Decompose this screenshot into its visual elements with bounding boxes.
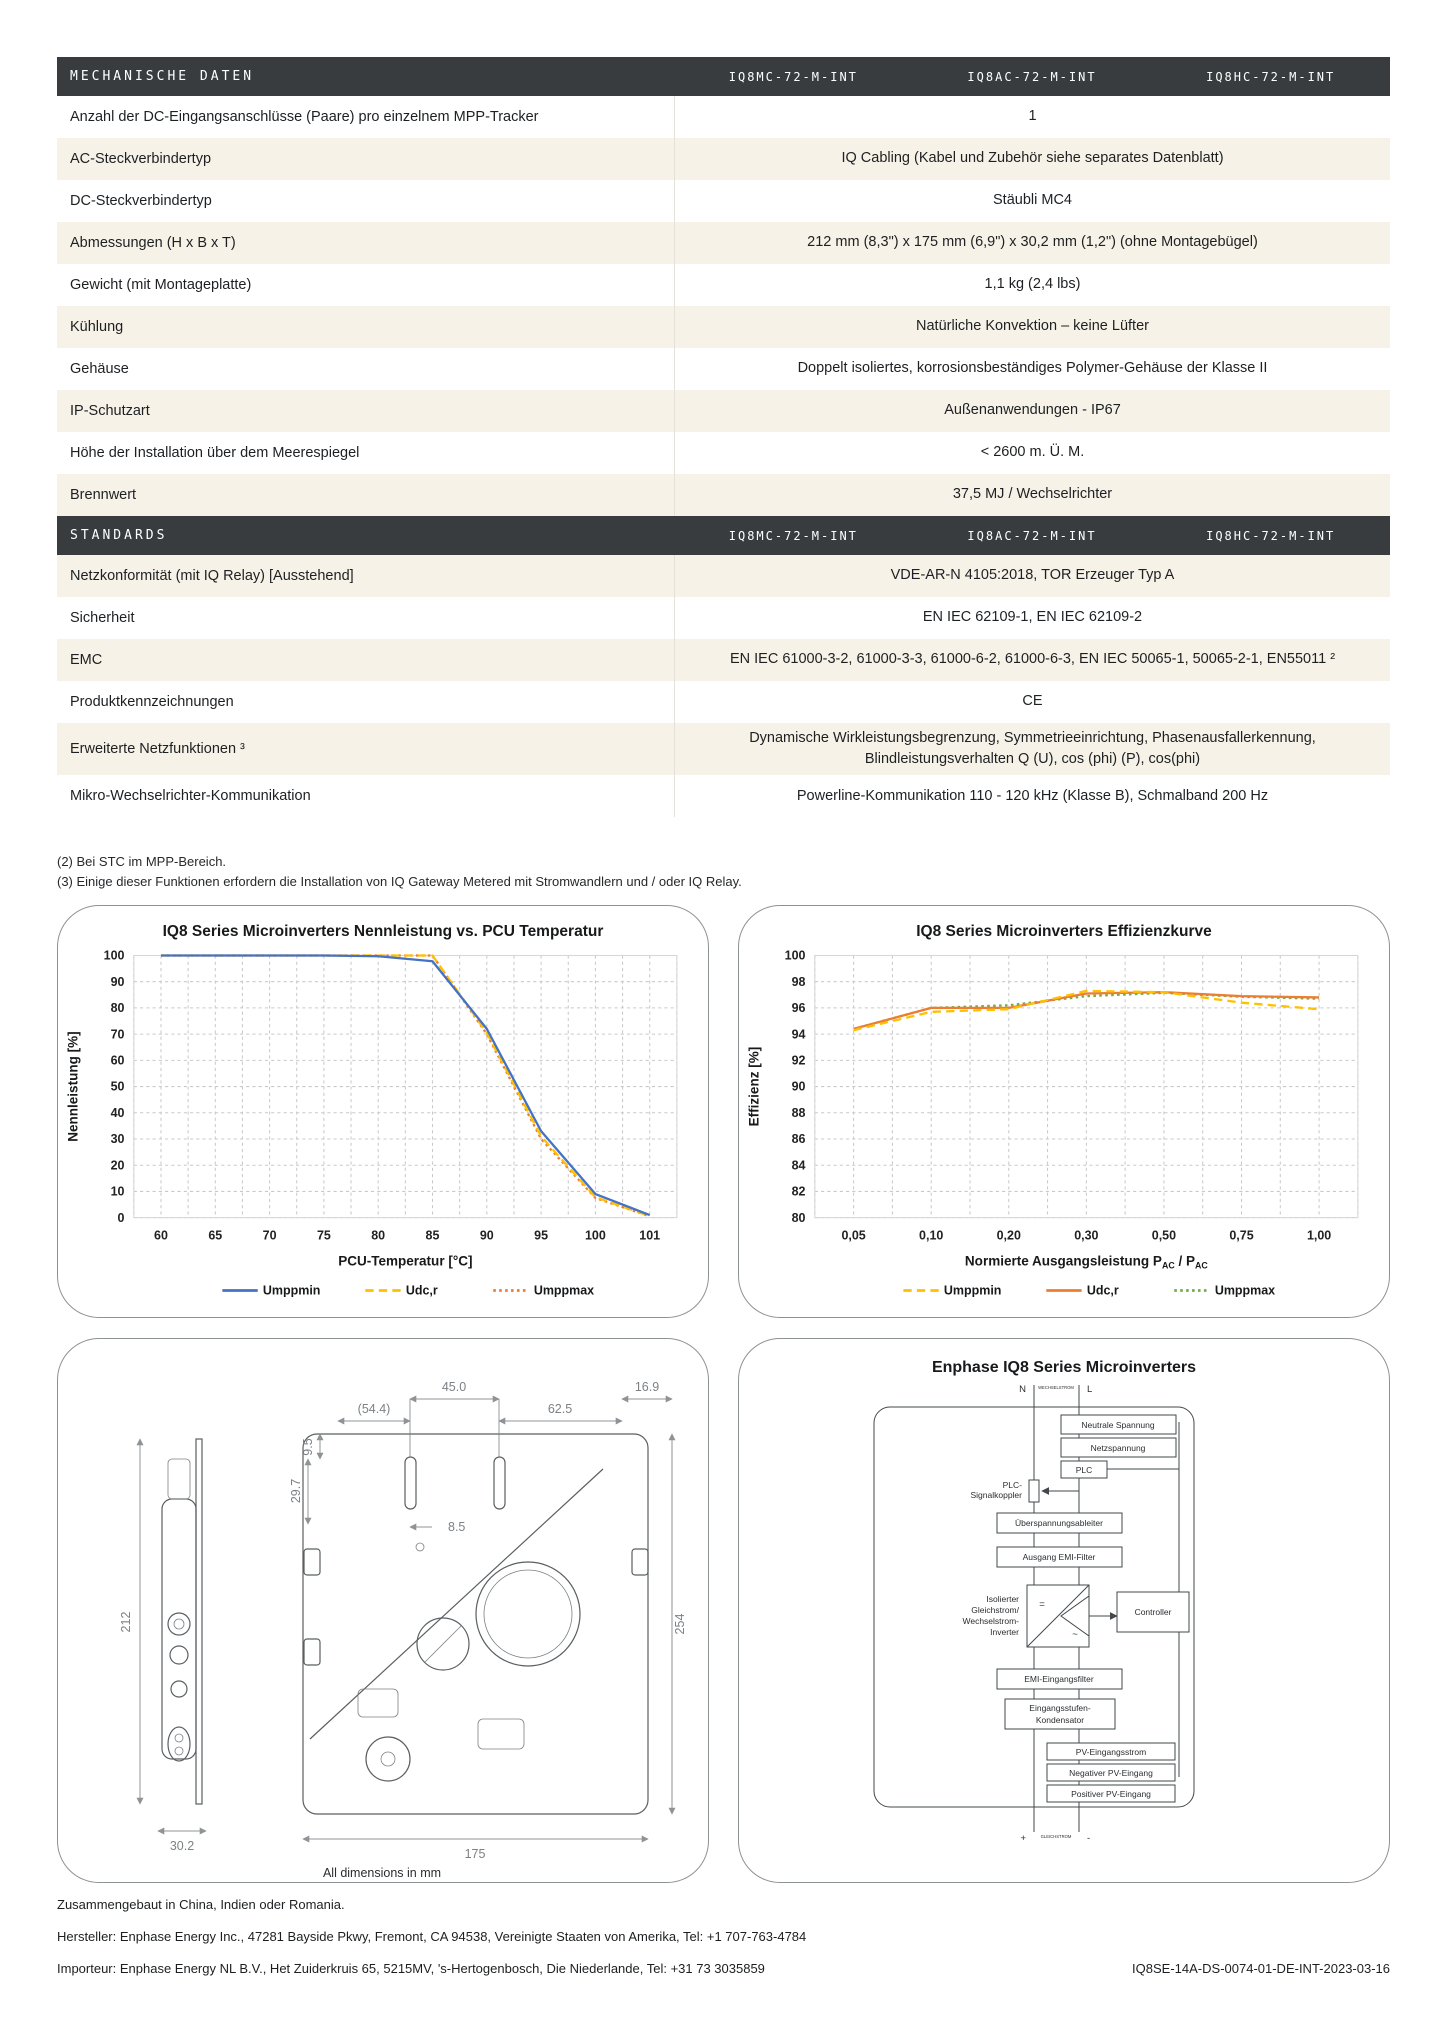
svg-text:98: 98 xyxy=(791,974,805,989)
column-header: IQ8AC-72-M-INT xyxy=(967,528,1097,543)
plc-box: PLC xyxy=(1075,1465,1093,1475)
table-row xyxy=(57,639,1390,681)
dc-minus-label: - xyxy=(1087,1833,1091,1844)
svg-text:0,50: 0,50 xyxy=(1151,1228,1176,1243)
input-emi-filter-box: EMI-Eingangsfilter xyxy=(1024,1674,1094,1684)
side-view xyxy=(162,1439,202,1804)
row-label: Gewicht (mit Montageplatte) xyxy=(70,277,252,293)
footnotes xyxy=(57,852,742,892)
dim-30-2: 30.2 xyxy=(169,1839,195,1853)
table-header xyxy=(57,57,1390,96)
row-value: 212 mm (8,3") x 175 mm (6,9") x 30,2 mm (1,2") (ohne Montagebügel) xyxy=(674,222,1390,264)
chart-title: IQ8 Series Microinverters Effizienzkurve xyxy=(916,923,1212,940)
component-boxes xyxy=(962,1415,1189,1802)
svg-text:1,00: 1,00 xyxy=(1306,1228,1331,1243)
table-row xyxy=(57,432,1390,474)
svg-text:30: 30 xyxy=(110,1132,124,1147)
grid-voltage-box: Netzspannung xyxy=(1090,1443,1146,1453)
table-title: STANDARDS xyxy=(70,528,168,543)
surge-arrester-box: Überspannungsableiter xyxy=(1015,1518,1103,1528)
block-diagram xyxy=(739,1377,1387,1847)
legend xyxy=(903,1284,1275,1298)
inverter-ac-glyph: ~ xyxy=(1072,1629,1078,1640)
x-axis-label: Normierte Ausgangsleistung $P_{AC} / P_{AC}$ xyxy=(964,1253,1208,1271)
dim-9-5: 9.5 xyxy=(301,1438,315,1456)
svg-text:88: 88 xyxy=(791,1105,805,1120)
dim-175: 175 xyxy=(464,1847,486,1861)
y-axis-label: Nennleistung [%] xyxy=(65,1031,81,1142)
table-row xyxy=(57,348,1390,390)
row-label: Produktkennzeichnungen xyxy=(70,694,234,710)
chart-panel-nennleistung xyxy=(57,905,709,1318)
plot-area xyxy=(133,955,676,1217)
row-label: Brennwert xyxy=(70,487,137,503)
table-row xyxy=(57,264,1390,306)
svg-text:0,05: 0,05 xyxy=(840,1228,866,1243)
input-cap-label-1: Eingangsstufen- xyxy=(1029,1703,1091,1713)
table-row xyxy=(57,138,1390,180)
svg-text:80: 80 xyxy=(370,1228,385,1243)
row-label: Erweiterte Netzfunktionen ³ xyxy=(70,741,245,758)
dim-54-4: (54.4) xyxy=(357,1402,391,1416)
svg-text:60: 60 xyxy=(153,1228,168,1243)
figures-row xyxy=(57,1338,1390,1883)
svg-text:92: 92 xyxy=(791,1053,805,1068)
row-label: AC-Steckverbindertyp xyxy=(70,151,212,167)
row-label: EMC xyxy=(70,652,103,668)
ac-neutral-label: N xyxy=(1019,1384,1026,1395)
ac-label: WECHSELSTROM xyxy=(1038,1385,1074,1390)
input-cap-label-2: Kondensator xyxy=(1035,1715,1085,1725)
svg-text:94: 94 xyxy=(791,1027,805,1042)
legend xyxy=(222,1284,594,1298)
effizienz-chart xyxy=(742,943,1387,1305)
svg-text:Udc,r: Udc,r xyxy=(1086,1283,1119,1298)
ac-line-label: L xyxy=(1087,1384,1093,1395)
plc-coupler-label-2: Signalkoppler xyxy=(970,1490,1022,1500)
svg-text:90: 90 xyxy=(110,974,124,989)
svg-text:0,10: 0,10 xyxy=(918,1228,943,1243)
svg-text:Umppmin: Umppmin xyxy=(262,1283,320,1298)
dim-45: 45.0 xyxy=(441,1380,467,1394)
row-label: Mikro-Wechselrichter-Kommunikation xyxy=(70,788,311,805)
svg-text:80: 80 xyxy=(791,1210,805,1225)
svg-text:85: 85 xyxy=(425,1228,439,1243)
assembled-note: Zusammengebaut in China, Indien oder Romania. xyxy=(57,1897,345,1912)
row-label: Höhe der Installation über dem Meerespiegel xyxy=(70,445,360,461)
importer-note: Importeur: Enphase Energy NL B.V., Het Zuiderkruis 65, 5215MV, 's-Hertogenbosch, Die Niederlande, Tel: +31 73 3035859 xyxy=(57,1961,765,1976)
svg-text:84: 84 xyxy=(791,1158,805,1173)
svg-text:80: 80 xyxy=(110,1001,124,1016)
table-row xyxy=(57,723,1390,775)
svg-text:70: 70 xyxy=(262,1228,277,1243)
table-row xyxy=(57,180,1390,222)
chart-title: IQ8 Series Microinverters Nennleistung vs. PCU Temperatur xyxy=(162,923,604,940)
svg-text:40: 40 xyxy=(110,1105,124,1120)
footnote-3: (3) Einige dieser Funktionen erfordern die Installation von IQ Gateway Metered mit Stromwandlern und / oder IQ Relay. xyxy=(57,874,742,889)
column-header: IQ8MC-72-M-INT xyxy=(728,69,858,84)
svg-text:100: 100 xyxy=(103,948,124,963)
column-header: IQ8HC-72-M-INT xyxy=(1206,69,1336,84)
inverter-label-4: Inverter xyxy=(990,1627,1019,1637)
row-value: IQ Cabling (Kabel und Zubehör siehe separates Datenblatt) xyxy=(674,138,1390,180)
front-view xyxy=(303,1434,648,1814)
table-row xyxy=(57,222,1390,264)
dc-label: GLEICHSTROM xyxy=(1040,1834,1072,1839)
spec-tables xyxy=(57,57,1390,817)
table-row xyxy=(57,775,1390,817)
svg-text:Umppmin: Umppmin xyxy=(943,1283,1001,1298)
charts-row xyxy=(57,905,1390,1318)
row-label: Sicherheit xyxy=(70,610,135,626)
inverter-label-2: Gleichstrom/ xyxy=(971,1605,1019,1615)
chart-panel-effizienz xyxy=(738,905,1390,1318)
dim-62-5: 62.5 xyxy=(547,1402,573,1416)
svg-text:20: 20 xyxy=(110,1158,124,1173)
table-row xyxy=(57,306,1390,348)
row-value: Natürliche Konvektion – keine Lüfter xyxy=(674,306,1390,348)
row-value: Dynamische Wirkleistungsbegrenzung, Symmetrieeinrichtung, Phasenausfallerkennung, Blindleistungsverhalten Q (U), cos (phi) (P), cos(phi) xyxy=(674,723,1390,775)
y-axis-label: Effizienz [%] xyxy=(746,1046,762,1127)
row-label: IP-Schutzart xyxy=(70,403,150,419)
table-row xyxy=(57,681,1390,723)
row-value: 1 xyxy=(674,96,1390,138)
pv-positive-box: Positiver PV-Eingang xyxy=(1071,1789,1151,1799)
svg-text:50: 50 xyxy=(110,1079,124,1094)
row-label: Kühlung xyxy=(70,319,124,335)
row-value: CE xyxy=(674,681,1390,723)
pv-negative-box: Negativer PV-Eingang xyxy=(1069,1768,1153,1778)
diagram-title: Enphase IQ8 Series Microinverters xyxy=(931,1359,1197,1376)
dim-29-7: 29.7 xyxy=(289,1478,303,1504)
svg-text:60: 60 xyxy=(110,1053,124,1068)
table-columns xyxy=(674,529,1390,543)
table-columns xyxy=(674,70,1390,84)
pv-input-current-box: PV-Eingangsstrom xyxy=(1075,1747,1147,1757)
row-label: Abmessungen (H x B x T) xyxy=(70,235,236,251)
column-header: IQ8AC-72-M-INT xyxy=(967,69,1097,84)
table-title: MECHANISCHE DATEN xyxy=(70,69,255,84)
svg-text:90: 90 xyxy=(791,1079,805,1094)
axis-ticks xyxy=(103,949,660,1243)
controller-box: Controller xyxy=(1134,1607,1172,1617)
inverter-label-3: Wechselstrom- xyxy=(962,1616,1019,1626)
row-label: Netzkonformität (mit IQ Relay) [Ausstehend] xyxy=(70,568,354,584)
row-value: EN IEC 62109-1, EN IEC 62109-2 xyxy=(674,597,1390,639)
dim-16-9: 16.9 xyxy=(634,1380,660,1394)
svg-text:101: 101 xyxy=(638,1228,660,1243)
row-value: 1,1 kg (2,4 lbs) xyxy=(674,264,1390,306)
dimension-lines xyxy=(140,1399,672,1839)
row-value: VDE-AR-N 4105:2018, TOR Erzeuger Typ A xyxy=(674,555,1390,597)
neutral-voltage-box: Neutrale Spannung xyxy=(1081,1420,1155,1430)
ac-terminals xyxy=(1019,1384,1092,1395)
manufacturer-note: Hersteller: Enphase Energy Inc., 47281 Bayside Pkwy, Fremont, CA 94538, Vereinigte Staaten von Amerika, Tel: +1 707-763-4784 xyxy=(57,1929,807,1944)
svg-text:0,30: 0,30 xyxy=(1073,1228,1098,1243)
dim-8-5: 8.5 xyxy=(448,1520,466,1534)
svg-text:100: 100 xyxy=(784,948,805,963)
dimension-labels xyxy=(119,1380,687,1861)
row-label: Anzahl der DC-Eingangsanschlüsse (Paare) pro einzelnem MPP-Tracker xyxy=(70,109,539,125)
svg-text:100: 100 xyxy=(584,1228,606,1243)
row-value: Doppelt isoliertes, korrosionsbeständiges Polymer-Gehäuse der Klasse II xyxy=(674,348,1390,390)
row-value: 37,5 MJ / Wechselrichter xyxy=(674,474,1390,516)
table-row xyxy=(57,474,1390,516)
column-header: IQ8MC-72-M-INT xyxy=(728,528,858,543)
inverter-label-1: Isolierter xyxy=(986,1594,1019,1604)
x-axis-label: PCU-Temperatur [°C] xyxy=(337,1253,473,1269)
svg-text:Udc,r: Udc,r xyxy=(405,1283,438,1298)
document-code: IQ8SE-14A-DS-0074-01-DE-INT-2023-03-16 xyxy=(1132,1961,1390,1976)
row-label: Gehäuse xyxy=(70,361,129,377)
svg-text:0,20: 0,20 xyxy=(996,1228,1021,1243)
dim-212: 212 xyxy=(119,1611,133,1633)
nennleistung-chart xyxy=(61,943,706,1305)
svg-text:Umppmax: Umppmax xyxy=(533,1283,594,1298)
svg-text:75: 75 xyxy=(316,1228,331,1243)
drawing-panel xyxy=(57,1338,709,1883)
dc-terminals xyxy=(1020,1833,1090,1844)
svg-text:82: 82 xyxy=(791,1184,805,1199)
row-value: Außenanwendungen - IP67 xyxy=(674,390,1390,432)
svg-text:95: 95 xyxy=(533,1228,548,1243)
inverter-dc-glyph: = xyxy=(1039,1599,1045,1610)
svg-text:Umppmax: Umppmax xyxy=(1214,1283,1275,1298)
plot-area xyxy=(814,955,1357,1217)
svg-text:96: 96 xyxy=(791,1001,805,1016)
table-row xyxy=(57,597,1390,639)
svg-text:90: 90 xyxy=(479,1228,494,1243)
row-value: EN IEC 61000-3-2, 61000-3-3, 61000-6-2, 61000-6-3, EN IEC 50065-1, 50065-2-1, EN55011 ² xyxy=(674,639,1390,681)
svg-text:65: 65 xyxy=(207,1228,222,1243)
svg-text:86: 86 xyxy=(791,1132,805,1147)
row-value: Powerline-Kommunikation 110 - 120 kHz (Klasse B), Schmalband 200 Hz xyxy=(674,775,1390,817)
plc-coupler-label-1: PLC- xyxy=(1002,1480,1022,1490)
table-row xyxy=(57,390,1390,432)
row-value: Stäubli MC4 xyxy=(674,180,1390,222)
svg-text:70: 70 xyxy=(110,1027,124,1042)
row-value: < 2600 m. Ü. M. xyxy=(674,432,1390,474)
svg-text:10: 10 xyxy=(110,1184,124,1199)
dimension-drawing xyxy=(58,1339,706,1883)
footnote-2: (2) Bei STC im MPP-Bereich. xyxy=(57,854,227,869)
drawing-caption: All dimensions in mm xyxy=(322,1866,442,1880)
dim-254: 254 xyxy=(673,1613,687,1635)
output-emi-filter-box: Ausgang EMI-Filter xyxy=(1022,1552,1096,1562)
plc-coupler-component xyxy=(1029,1480,1039,1502)
svg-text:0,75: 0,75 xyxy=(1228,1228,1254,1243)
svg-text:0: 0 xyxy=(117,1210,124,1225)
table-header xyxy=(57,516,1390,555)
table-row xyxy=(57,555,1390,597)
dc-plus-label: + xyxy=(1020,1833,1026,1844)
row-label: DC-Steckverbindertyp xyxy=(70,193,212,209)
diagram-panel xyxy=(738,1338,1390,1883)
table-row xyxy=(57,96,1390,138)
column-header: IQ8HC-72-M-INT xyxy=(1206,528,1336,543)
axis-ticks xyxy=(784,949,1331,1243)
